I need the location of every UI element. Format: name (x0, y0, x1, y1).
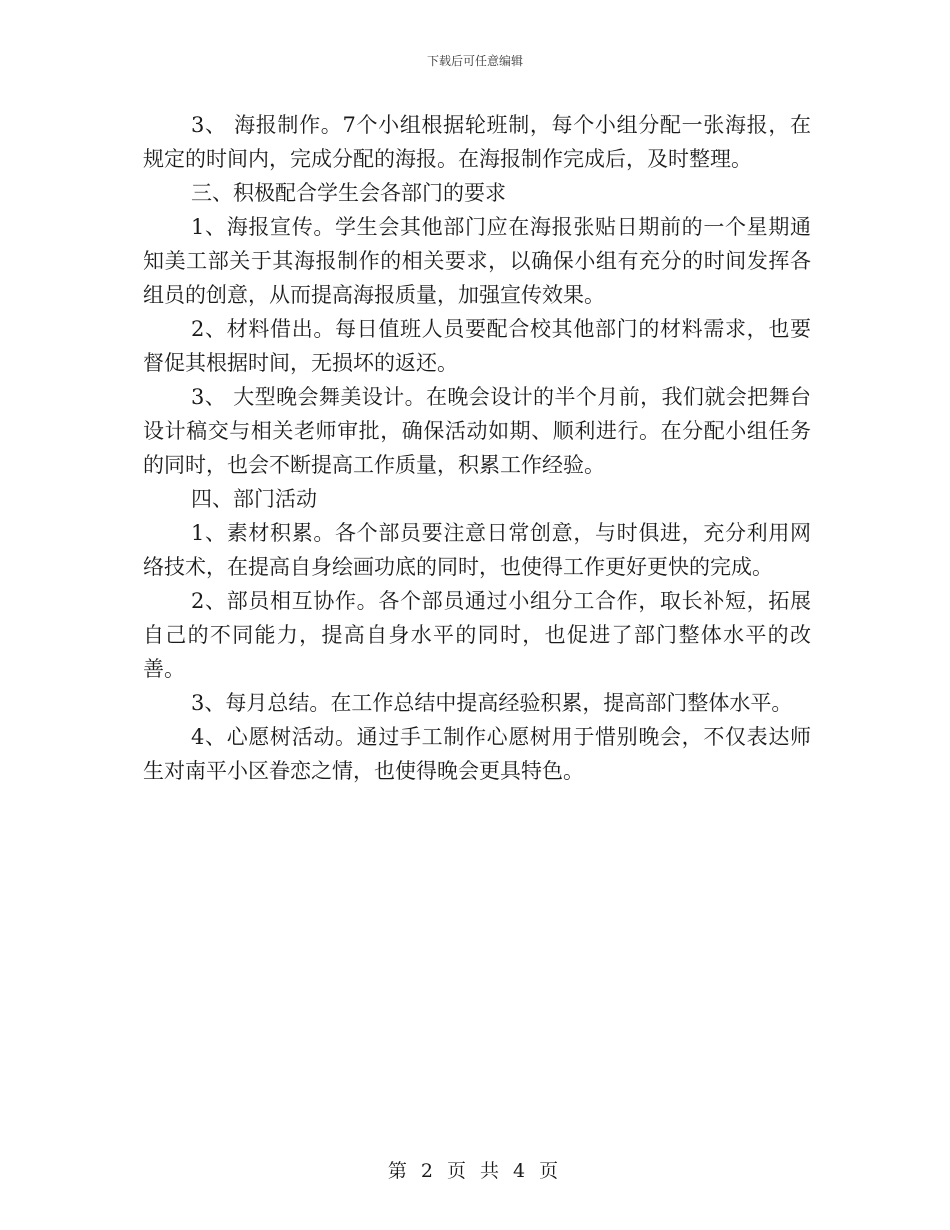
paragraph-monthly-summary: 3、每月总结。在工作总结中提高经验积累，提高部门整体水平。 (191, 691, 793, 715)
paragraph-material-lending: 2、材料借出。每日值班人员要配合校其他部门的材料需求，也要督促其根据时间，无损坏的返还。 (143, 317, 811, 375)
paragraph-poster-promotion: 1、海报宣传。学生会其他部门应在海报张贴日期前的一个星期通知美工部关于其海报制作的相关要求，以确保小组有充分的时间发挥各组员的创意，从而提高海报质量，加强宣传效果。 (143, 215, 811, 307)
paragraph-stage-design: 3、 大型晚会舞美设计。在晚会设计的半个月前，我们就会把舞台设计稿交与相关老师审批，确保活动如期、顺利进行。在分配小组任务的同时，也会不断提高工作质量，积累工作经验。 (143, 385, 811, 477)
paragraph-material-accumulation: 1、素材积累。各个部员要注意日常创意，与时俱进，充分利用网络技术，在提高自身绘画功底的同时，也使得工作更好更快的完成。 (143, 521, 811, 579)
document-body (143, 108, 811, 788)
paragraph-poster-making: 3、 海报制作。7个小组根据轮班制，每个小组分配一张海报，在规定的时间内，完成分配的海报。在海报制作完成后，及时整理。 (143, 113, 811, 171)
page-header: 下载后可任意编辑 (426, 54, 523, 68)
page-number: 第 2 页 共 4 页 (387, 1160, 563, 1182)
section-heading-activities: 四、部门活动 (191, 487, 317, 511)
paragraph-member-collaboration: 2、部员相互协作。各个部员通过小组分工合作，取长补短，拓展自己的不同能力，提高自身水平的同时，也促进了部门整体水平的改善。 (143, 589, 811, 681)
paragraph-wish-tree: 4、心愿树活动。通过手工制作心愿树用于惜别晚会，不仅表达师生对南平小区眷恋之情，也使得晚会更具特色。 (143, 725, 811, 783)
section-heading-cooperation: 三、积极配合学生会各部门的要求 (191, 181, 506, 205)
